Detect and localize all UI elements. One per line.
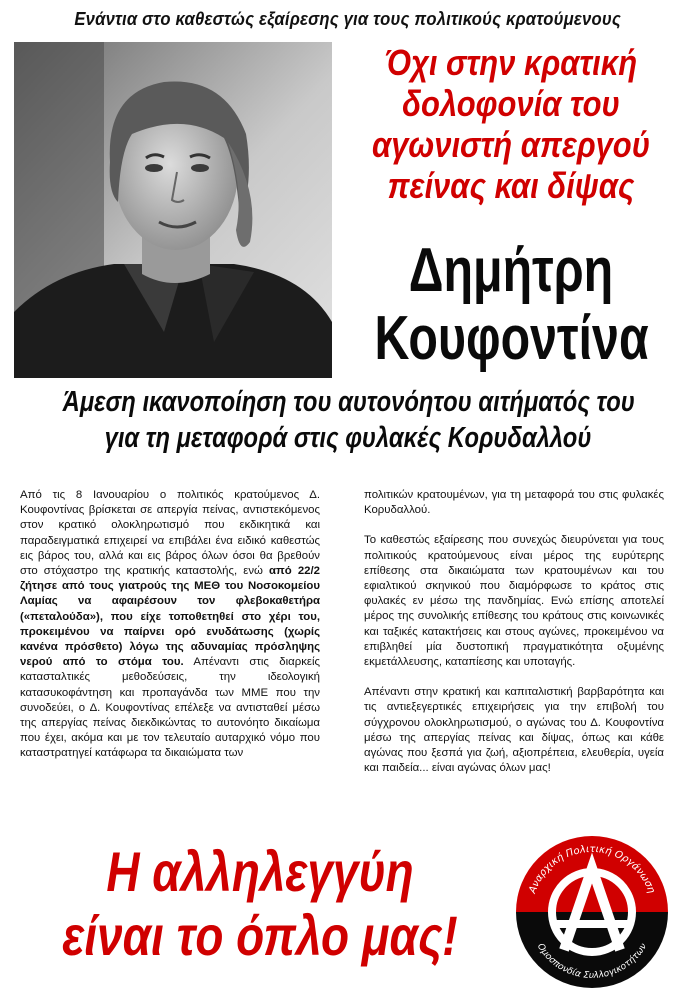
organization-logo bbox=[512, 832, 672, 992]
body-text: Απέναντι στις διαρκείς κατασταλτικές μεθοδεύσεις, την ιδεολογική κατασυκοφάντηση και προπαγάνδα των ΜΜΕ που την συνοδεύει, ο Δ. Κουφοντίνας επέλεξε να αντισταθεί μέσω της απεργίας πείνας διεκδικώντας το αυτονόητο δικαίωμα που έχει, ακόμα και με τον τελευταίο αυταρχικό νόμο που καταστρατηγεί κατάφωρα τα δικαιώματα των bbox=[20, 656, 321, 760]
body-paragraph bbox=[20, 488, 320, 762]
subheadline bbox=[0, 384, 696, 456]
logo-bottom-text: Ομοσπονδία Συλλογικοτήτων bbox=[534, 941, 650, 982]
name-line: Κουφοντίνα bbox=[374, 304, 649, 373]
headline-line: Όχι στην κρατική bbox=[384, 42, 638, 83]
body-paragraph: Το καθεστώς εξαίρεσης που συνεχώς διευρύνεται για τους πολιτικούς κρατούμενους είναι μέρος της ευρύτερης επίθεσης στα δικαιώματα των κρατουμένων και του εφιαλτικού σκηνικού που διαμόρφωσε το κράτος στις φυλακές εν μέσω της πανδημίας. Ενώ επίσης αποτελεί μέρος της συνολικής επίθεσης του κράτους στις κοινωνικές και ταξικές κατακτήσεις και στους αγώνες, προκειμένου να επιβληθεί μία δυστοπική πραγματικότητα οξυμένης εκμετάλλευσης, καταπίεσης και υποταγής. bbox=[364, 534, 664, 669]
portrait-illustration bbox=[14, 42, 332, 378]
subheadline-line: για τη μεταφορά στις φυλακές Κορυδαλλού bbox=[104, 422, 592, 454]
body-text: Από τις 8 Ιανουαρίου ο πολιτικός κρατούμενος Δ. Κουφοντίνας βρίσκεται σε απεργία πείνας, αντιστεκόμενος στον κρατικό ολοκληρωτισμό που εκδικητικά και παραδειγματικά επιχειρεί να επιβάλει ένα ειδικό καθεστώς εις βάρος του, αλλά και εις βάρος όλων όσοι θα βρεθούν στο στόχαστρο της κρατικής καταστολής, ενώ bbox=[20, 489, 320, 578]
slogan bbox=[0, 840, 520, 968]
slogan-line: Η αλληλεγγύη bbox=[106, 840, 414, 903]
headline-line: δολοφονία του bbox=[402, 83, 620, 124]
portrait-photo bbox=[14, 42, 332, 378]
headline-red bbox=[336, 42, 686, 206]
top-banner bbox=[0, 0, 696, 38]
anarchy-a-icon bbox=[512, 832, 672, 992]
body-column-right bbox=[364, 488, 664, 791]
body-column-left bbox=[20, 488, 320, 777]
slogan-line: είναι το όπλο μας! bbox=[62, 904, 458, 967]
name-line: Δημήτρη bbox=[408, 236, 614, 305]
subheadline-line: Άμεση ικανοποίηση του αυτονόητου αιτήματός του bbox=[62, 386, 635, 418]
body-paragraph: πολιτικών κρατουμένων, για τη μεταφορά του στις φυλακές Κορυδαλλού. bbox=[364, 489, 664, 517]
banner-text: Ενάντια στο καθεστώς εξαίρεσης για τους πολιτικούς κρατούμενους bbox=[74, 8, 622, 29]
headline-line: αγωνιστή απεργού bbox=[371, 124, 651, 165]
body-text-bold: από 22/2 ζήτησε από τους γιατρούς της ΜΕΘ του Νοσοκομείου Λαμίας να αφαιρέσουν τον φλεβοκαθετήρα («πεταλούδα»), που είχε τοποθετηθεί στο χέρι του, προκειμένου να παίρνει ορό ενυδάτωσης (χωρίς κανένα πρόσθετο) λόγω της αδυναμίας πρόσληψης νερού από το στόμα του. bbox=[20, 565, 321, 669]
person-name bbox=[336, 237, 686, 373]
headline-line: πείνας και δίψας bbox=[387, 165, 635, 206]
logo-top-text: Αναρχική Πολιτική Οργάνωση bbox=[527, 843, 657, 895]
body-paragraph: Απέναντι στην κρατική και καπιταλιστική βαρβαρότητα και τις αντιεξεγερτικές επιχειρήσεις για την επιβολή του σύγχρονου ολοκληρωτισμού, ο αγώνας του Δ. Κουφοντίνα μέσω της απεργίας πείνας και δίψας, όπως και κάθε αγώνας που ξεσπά για ζωή, αξιοπρέπεια, ελευθερία, υγεία και παιδεία... είναι αγώνας όλων μας! bbox=[364, 686, 664, 775]
